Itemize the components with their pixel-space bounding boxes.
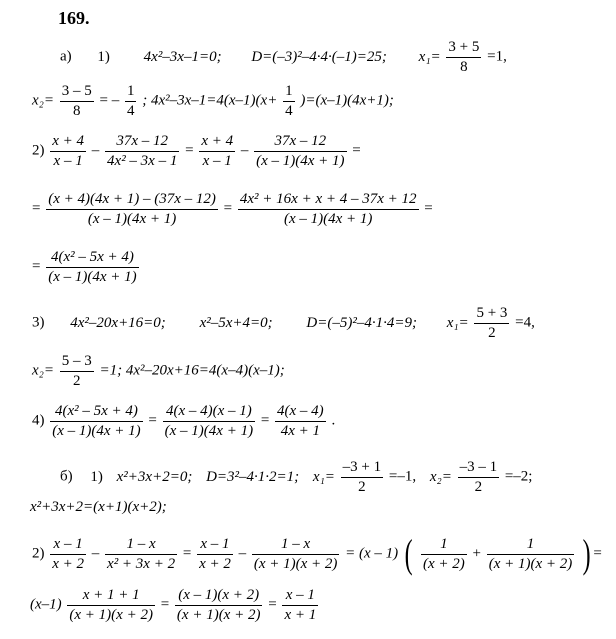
a-part2-line1 xyxy=(32,132,361,171)
a1-discriminant: D=(–3)²–4·4·(–1)=25; xyxy=(251,48,387,65)
b1-x2-num: –3 – 1 xyxy=(458,458,500,478)
a3-x1-num: 5 + 3 xyxy=(474,304,509,324)
problem-number: 169. xyxy=(58,8,90,28)
a2-f2-num: 37x – 12 xyxy=(105,132,179,152)
b2-l2-lead: (x–1) xyxy=(30,596,62,613)
a2-tail-eq: = xyxy=(352,142,361,159)
a2-f7 xyxy=(46,248,138,287)
a2-f5 xyxy=(46,190,218,229)
a4-eq-2: = xyxy=(260,412,270,429)
b2-f6 xyxy=(487,535,575,574)
a2-minus-2: – xyxy=(240,142,249,159)
b2-plus: + xyxy=(472,545,481,562)
a4-f1 xyxy=(50,402,142,441)
a3-reduced: x²–5x+4=0; xyxy=(199,314,273,331)
a3-x1-rhs: =4, xyxy=(515,314,535,331)
b1-x1-lhs: x₁= xyxy=(312,468,335,485)
a3-x2-lhs: x₂= xyxy=(32,362,54,379)
a3-x2-num: 5 – 3 xyxy=(60,352,94,372)
b1-x1-num: –3 + 1 xyxy=(341,458,383,478)
a1-x1-num: 3 + 5 xyxy=(446,38,481,58)
b1-x1-den: 2 xyxy=(358,478,366,495)
b2-f9-num: x – 1 xyxy=(282,586,318,606)
b1-factor: x²+3x+2=(x+1)(x+2); xyxy=(30,499,167,515)
b2-eq-1: = xyxy=(182,545,192,562)
b-part1-line1 xyxy=(60,458,532,497)
b2-f7-den: (x + 1)(x + 2) xyxy=(69,606,153,623)
a3-discriminant: D=(–5)²–4·1·4=9; xyxy=(306,314,417,331)
a4-f1-den: (x – 1)(4x + 1) xyxy=(52,422,141,439)
a2-f5-num: (x + 4)(4x + 1) – (37x – 12) xyxy=(46,190,218,210)
a1-x2-num2: 1 xyxy=(125,82,137,102)
b1-x2-rhs: =–2; xyxy=(504,468,533,485)
b2-f6-num: 1 xyxy=(487,535,575,555)
a2-f4-den: (x – 1)(4x + 1) xyxy=(256,152,345,169)
a-part4-line1 xyxy=(32,402,335,441)
b1-x2-fraction xyxy=(458,458,500,497)
b2-f5-den: (x + 2) xyxy=(423,555,465,572)
a2-f4 xyxy=(254,132,346,171)
a2-f3-den: x – 1 xyxy=(202,152,232,169)
a3-x1-fraction xyxy=(474,304,509,343)
a2-f7-num: 4(x² – 5x + 4) xyxy=(46,248,138,268)
a1-x2-fraction2 xyxy=(125,82,137,121)
b2-eq-3: = xyxy=(268,596,277,613)
a4-f2-den: (x – 1)(4x + 1) xyxy=(164,422,254,439)
b2-f2 xyxy=(105,535,177,574)
b2-open-paren: ( xyxy=(404,531,413,576)
b2-f4-num: 1 – x xyxy=(252,535,340,555)
a2-f6-num: 4x² + 16x + x + 4 – 37x + 12 xyxy=(238,190,419,210)
a1-x2-den: 8 xyxy=(73,102,81,119)
b1-discriminant: D=3²–4·1·2=1; xyxy=(206,468,300,485)
a-part2-line3 xyxy=(32,248,141,287)
b2-f2-den: x² + 3x + 2 xyxy=(107,555,176,572)
a1-x1-fraction xyxy=(446,38,481,77)
a2-f3 xyxy=(199,132,235,171)
a1-equation: 4x²–3x–1=0; xyxy=(143,48,222,65)
b2-f6-den: (x + 1)(x + 2) xyxy=(488,555,573,572)
a1-x2-den2: 4 xyxy=(126,102,135,119)
b2-eq-2: = xyxy=(160,596,170,613)
a3-x2-fraction xyxy=(60,352,94,391)
a1-factor-b: )=(x–1)(4x+1); xyxy=(300,92,394,109)
a1-x2-num: 3 – 5 xyxy=(60,82,94,102)
a1-factor-a: ; 4x²–3x–1=4(x–1)(x+ xyxy=(142,92,278,109)
b2-f5-num: 1 xyxy=(421,535,467,555)
b2-f2-num: 1 – x xyxy=(105,535,177,555)
a3-x1-lhs: x₁= xyxy=(446,314,469,331)
a2-f1-den: x – 1 xyxy=(53,152,83,169)
b2-close-paren: ) xyxy=(582,531,591,576)
a2-f3-num: x + 4 xyxy=(199,132,235,152)
a2-f6 xyxy=(238,190,419,229)
b2-f7-num: x + 1 + 1 xyxy=(67,586,155,606)
a1-x2-lhs: x₂= xyxy=(32,92,54,109)
a-part3-line2 xyxy=(32,352,285,391)
b2-minus-2: – xyxy=(238,545,247,562)
a2-minus-1: – xyxy=(91,142,100,159)
b2-f4-den: (x + 1)(x + 2) xyxy=(253,555,338,572)
a3-x2-den: 2 xyxy=(73,372,81,389)
b2-f8-den: (x + 1)(x + 2) xyxy=(176,606,261,623)
a1-x2-fraction xyxy=(60,82,94,121)
b-part2-line2 xyxy=(30,586,320,625)
a4-f2-num: 4(x – 4)(x – 1) xyxy=(163,402,255,422)
a4-f3-den: 4x + 1 xyxy=(280,422,320,439)
a4-eq-1: = xyxy=(148,412,157,429)
a-item4-label: 4) xyxy=(32,412,45,429)
b2-f8 xyxy=(175,586,263,625)
a2-f1 xyxy=(50,132,86,171)
a-item3-label: 3) xyxy=(32,314,45,331)
a3-x2-rhs: =1; 4x²–20x+16=4(x–4)(x–1); xyxy=(99,362,285,379)
a2-eq-1: = xyxy=(185,142,194,159)
a-part3-line1 xyxy=(32,304,535,343)
a-part1-line1 xyxy=(60,38,507,77)
a2-f6-den: (x – 1)(4x + 1) xyxy=(283,210,373,227)
a1-x1-lhs: x₁= xyxy=(418,48,441,65)
b2-f9 xyxy=(282,586,318,625)
a4-end: . xyxy=(331,412,336,429)
b2-f8-num: (x – 1)(x + 2) xyxy=(175,586,263,606)
a1-x1-den: 8 xyxy=(460,58,468,75)
b2-f4 xyxy=(252,535,340,574)
a2-f7-den: (x – 1)(4x + 1) xyxy=(48,268,137,285)
b1-x1-rhs: =–1, xyxy=(388,468,417,485)
a-item2-label: 2) xyxy=(32,142,45,159)
a-part1-line2 xyxy=(32,82,394,121)
a2-eq-2: = xyxy=(223,200,233,217)
a1-x1-rhs: =1, xyxy=(487,48,507,65)
b2-coef: = (x – 1) xyxy=(345,545,399,562)
section-b-label: б) xyxy=(60,468,73,485)
a2-f5-den: (x – 1)(4x + 1) xyxy=(87,210,177,227)
a2-l3-lead: = xyxy=(32,258,41,275)
b2-f3-num: x – 1 xyxy=(197,535,233,555)
a3-x1-den: 2 xyxy=(488,324,496,341)
b-item2-label: 2) xyxy=(32,545,45,562)
a1-x2-mid: = – xyxy=(99,92,120,109)
b2-f3-den: x + 2 xyxy=(199,555,231,572)
a4-f2 xyxy=(163,402,255,441)
b-item1-label: 1) xyxy=(90,468,103,485)
b2-minus-1: – xyxy=(91,545,100,562)
a4-f3-num: 4(x – 4) xyxy=(275,402,326,422)
a1-factor-fraction xyxy=(283,82,295,121)
b2-f1-num: x – 1 xyxy=(50,535,86,555)
a2-eq-3: = xyxy=(424,200,433,217)
b2-f5 xyxy=(421,535,467,574)
b1-x1-fraction xyxy=(341,458,383,497)
a-part2-line2 xyxy=(32,190,433,229)
b2-f7 xyxy=(67,586,155,625)
b1-x2-lhs: x₂= xyxy=(429,468,452,485)
a3-equation: 4x²–20x+16=0; xyxy=(70,314,166,331)
b2-tail-eq: = xyxy=(593,545,602,562)
b1-equation: x²+3x+2=0; xyxy=(116,468,193,485)
section-a-label: а) xyxy=(60,48,72,65)
b-part2-line1 xyxy=(32,531,602,576)
a2-f2 xyxy=(105,132,179,171)
a-item1-label: 1) xyxy=(97,48,110,65)
a2-f1-num: x + 4 xyxy=(50,132,86,152)
a2-f4-num: 37x – 12 xyxy=(254,132,346,152)
a4-f3 xyxy=(275,402,326,441)
a2-f2-den: 4x² – 3x – 1 xyxy=(107,152,178,169)
b2-f1-den: x + 2 xyxy=(52,555,85,572)
a4-f1-num: 4(x² – 5x + 4) xyxy=(50,402,142,422)
b2-f3 xyxy=(197,535,233,574)
b1-x2-den: 2 xyxy=(474,478,483,495)
b2-f9-den: x + 1 xyxy=(284,606,317,623)
a1-factor-num: 1 xyxy=(283,82,295,102)
a1-factor-den: 4 xyxy=(285,102,293,119)
b2-f1 xyxy=(50,535,86,574)
a2-l2-lead: = xyxy=(32,200,41,217)
